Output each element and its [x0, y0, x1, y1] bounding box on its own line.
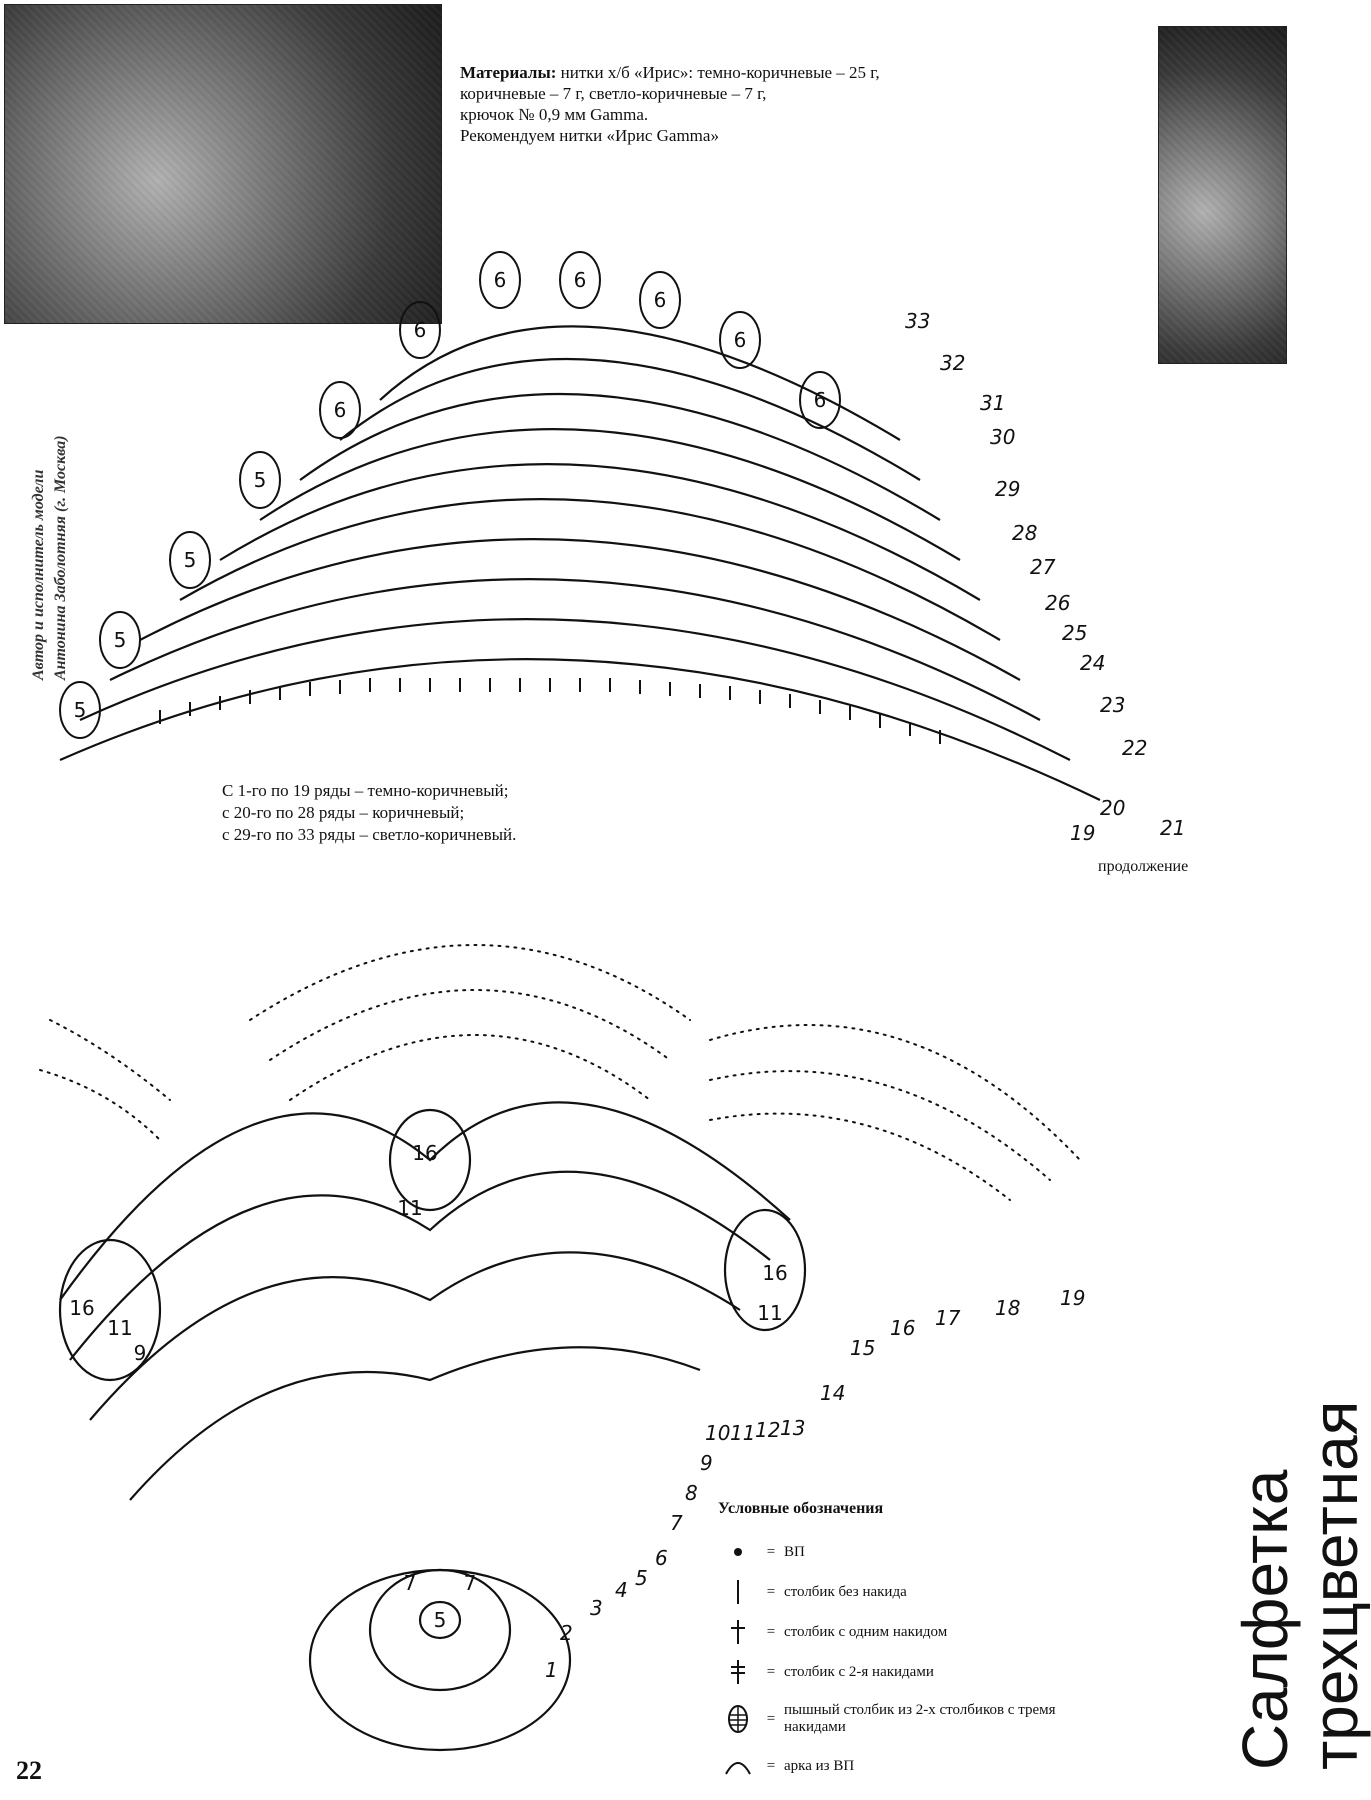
author-line2: Антонина Заболотняя (г. Москва) — [52, 435, 69, 680]
legend-equals: = — [766, 1543, 776, 1560]
color-note-1: С 1-го по 19 ряды – темно-коричневый; — [222, 781, 509, 800]
loop-label: 6 — [573, 268, 587, 292]
loop-label: 16 — [762, 1261, 788, 1285]
row-number: 12 — [755, 1418, 781, 1442]
row-number: 29 — [995, 477, 1021, 501]
legend-label: столбик с 2-я накидами — [784, 1663, 934, 1680]
title-line1: Салфетка — [1229, 1469, 1301, 1770]
row-number: 23 — [1100, 693, 1126, 717]
treble-crochet-icon — [718, 1658, 758, 1686]
color-notes — [222, 780, 516, 846]
loop-label: 6 — [413, 318, 427, 342]
legend-row — [718, 1652, 1098, 1692]
row-number: 10 — [705, 1421, 731, 1445]
legend-label: столбик с одним накидом — [784, 1623, 948, 1640]
dot-icon — [718, 1546, 758, 1558]
materials-block — [460, 62, 1020, 146]
row-number: 30 — [990, 425, 1016, 449]
loop-label: 16 — [69, 1296, 95, 1320]
materials-line3: крючок № 0,9 мм Gamma. — [460, 105, 649, 124]
page-number: 22 — [16, 1756, 42, 1785]
row-number: 4 — [615, 1578, 628, 1602]
loop-label: 7 — [403, 1571, 417, 1595]
legend-label: ВП — [784, 1543, 805, 1560]
materials-line2: коричневые – 7 г, светло-коричневые – 7 г, — [460, 84, 767, 103]
page-title — [1230, 1401, 1370, 1770]
row-number: 3 — [590, 1596, 603, 1620]
legend-title: Условные обозначения — [718, 1500, 884, 1517]
loop-label: 5 — [73, 698, 87, 722]
loop-label: 5 — [113, 628, 127, 652]
row-number: 25 — [1062, 621, 1088, 645]
loop-label: 11 — [107, 1316, 133, 1340]
row-number: 19 — [1070, 821, 1096, 845]
color-note-2: с 20-го по 28 ряды – коричневый; — [222, 803, 465, 822]
loop-label: 11 — [757, 1301, 783, 1325]
author-line1: Автор и исполнитель модели — [30, 469, 47, 680]
row-number: 24 — [1080, 651, 1106, 675]
legend-equals: = — [766, 1623, 776, 1640]
row-number: 16 — [890, 1316, 916, 1340]
row-number: 33 — [905, 309, 931, 333]
loop-label: 6 — [333, 398, 347, 422]
legend-row — [718, 1532, 1098, 1572]
legend-row — [718, 1692, 1098, 1746]
legend — [718, 1500, 1098, 1786]
loop-label: 5 — [253, 468, 267, 492]
row-number: 15 — [850, 1336, 876, 1360]
center-label: 5 — [433, 1608, 447, 1632]
row-number: 1 — [545, 1658, 558, 1682]
loop-label: 6 — [493, 268, 507, 292]
loop-label: 6 — [813, 388, 827, 412]
row-number: 21 — [1160, 816, 1186, 840]
legend-equals: = — [766, 1757, 776, 1774]
color-note-3: с 29-го по 33 ряды – светло-коричневый. — [222, 825, 517, 844]
chain-arch-icon — [718, 1756, 758, 1776]
legend-row — [718, 1746, 1098, 1786]
row-number: 11 — [730, 1421, 756, 1445]
legend-equals: = — [766, 1710, 776, 1727]
row-number: 18 — [995, 1296, 1021, 1320]
row-number: 27 — [1030, 555, 1056, 579]
top-crochet-diagram — [40, 240, 1190, 880]
legend-equals: = — [766, 1663, 776, 1680]
loop-label: 11 — [397, 1196, 423, 1220]
row-number: 14 — [820, 1381, 846, 1405]
row-number: 26 — [1045, 591, 1071, 615]
legend-row — [718, 1612, 1098, 1652]
row-number: 5 — [635, 1566, 648, 1590]
loop-label: 16 — [412, 1141, 438, 1165]
legend-label: пышный столбик из 2-х столбиков с тремя накидами — [784, 1702, 1056, 1735]
loop-label: 9 — [133, 1341, 147, 1365]
title-line2: трехцветная — [1299, 1400, 1371, 1770]
continuation-label: продолжение — [1098, 858, 1189, 875]
row-number: 28 — [1012, 521, 1038, 545]
row-number: 6 — [655, 1546, 668, 1570]
row-number: 19 — [1060, 1286, 1086, 1310]
legend-label: столбик без накида — [784, 1583, 907, 1600]
row-number: 9 — [700, 1451, 713, 1475]
row-number: 7 — [670, 1511, 683, 1535]
row-number: 31 — [980, 391, 1006, 415]
materials-line1: нитки х/б «Ирис»: темно-коричневые – 25 г, — [556, 63, 880, 82]
row-number: 17 — [935, 1306, 961, 1330]
row-number: 32 — [940, 351, 966, 375]
puff-stitch-icon — [718, 1704, 758, 1734]
row-number: 13 — [780, 1416, 806, 1440]
legend-equals: = — [766, 1583, 776, 1600]
single-crochet-icon — [718, 1578, 758, 1606]
row-number: 8 — [685, 1481, 698, 1505]
loop-label: 7 — [463, 1571, 477, 1595]
legend-label: арка из ВП — [784, 1757, 855, 1774]
loop-label: 6 — [733, 328, 747, 352]
row-number: 2 — [560, 1621, 573, 1645]
materials-line4: Рекомендуем нитки «Ирис Gamma» — [460, 126, 719, 145]
materials-label: Материалы: — [460, 63, 557, 82]
loop-label: 5 — [183, 548, 197, 572]
row-number: 20 — [1100, 796, 1126, 820]
double-crochet-icon — [718, 1618, 758, 1646]
legend-row — [718, 1572, 1098, 1612]
loop-label: 6 — [653, 288, 667, 312]
row-number: 22 — [1122, 736, 1148, 760]
